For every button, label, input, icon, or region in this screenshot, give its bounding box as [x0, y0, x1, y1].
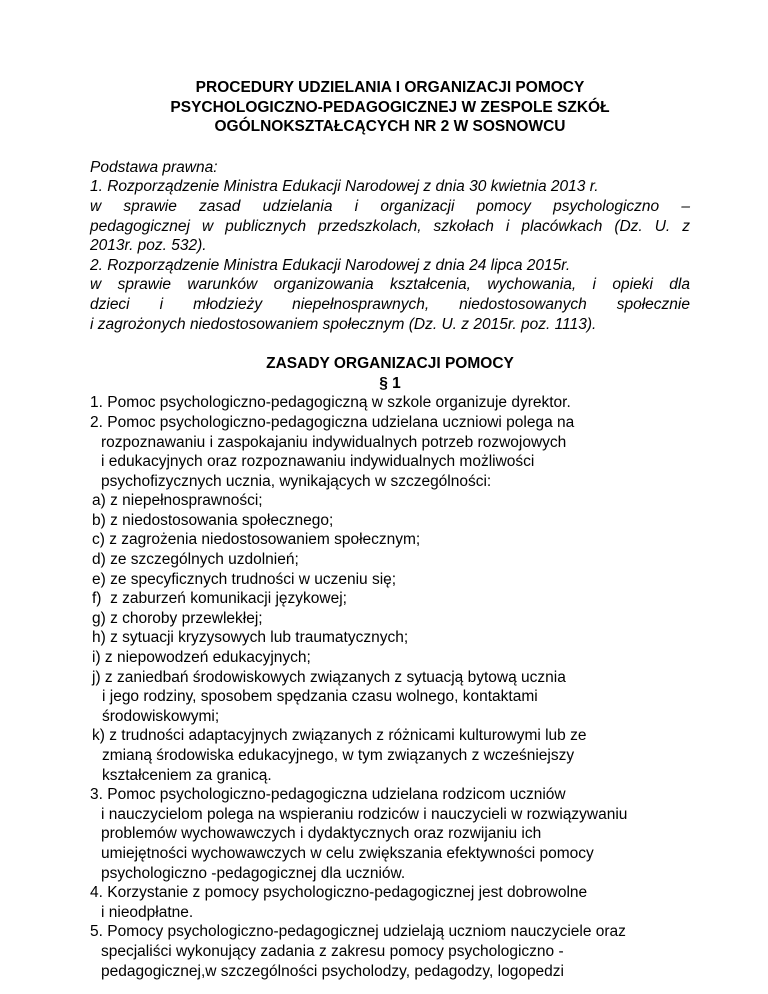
document-page [90, 78, 690, 981]
body-line: kształceniem za granicą. [102, 766, 272, 784]
body-line: e) ze specyficznych trudności w uczeniu się; [92, 570, 397, 588]
paragraph-mark: § 1 [379, 374, 401, 392]
title-line: OGÓLNOKSZTAŁCĄCYCH NR 2 W SOSNOWCU [214, 118, 566, 136]
section-title: ZASADY ORGANIZACJI POMOCY [266, 355, 514, 373]
legal-basis-line: 2013r. poz. 532). [90, 237, 207, 255]
body-line: h) z sytuacji kryzysowych lub traumatycznych; [92, 629, 409, 647]
body-line: c) z zagrożenia niedostosowaniem społecznym; [92, 531, 421, 549]
legal-basis-line: w sprawie warunków organizowania kształcenia, wychowania, i opieki dla [90, 276, 690, 294]
legal-basis-line: w sprawie zasad udzielania i organizacji pomocy psychologiczno – [90, 197, 690, 215]
body-line: zmianą środowiska edukacyjnego, w tym związanych z wcześniejszy [102, 747, 575, 764]
body-line: środowiskowymi; [102, 707, 220, 725]
title-line: PSYCHOLOGICZNO-PEDAGOGICZNEJ W ZESPOLE SZKÓŁ [170, 98, 610, 116]
body-line: 3. Pomoc psychologiczno-pedagogiczna udzielana rodzicom uczniów [90, 786, 566, 804]
body-line: f) z zaburzeń komunikacji językowej; [92, 590, 347, 608]
title-line: PROCEDURY UDZIELANIA I ORGANIZACJI POMOCY [195, 79, 585, 96]
legal-basis-line: 2. Rozporządzenie Ministra Edukacji Narodowej z dnia 24 lipca 2015r. [90, 256, 571, 274]
legal-basis-line: 1. Rozporządzenie Ministra Edukacji Narodowej z dnia 30 kwietnia 2013 r. [90, 178, 599, 196]
body-line: 2. Pomoc psychologiczno-pedagogiczna udzielana uczniowi polega na [90, 413, 575, 431]
body-line: a) z niepełnosprawności; [92, 492, 263, 510]
body-line: pedagogicznej,w szczególności psycholodzy, pedagodzy, logopedzi [101, 962, 564, 980]
body-line: k) z trudności adaptacyjnych związanych z różnicami kulturowymi lub ze [92, 727, 587, 745]
body-line: i edukacyjnych oraz rozpoznawaniu indywidualnych możliwości [101, 453, 535, 471]
body-line: specjaliści wykonujący zadania z zakresu pomocy psychologiczno - [101, 942, 564, 960]
body-line: psychologiczno -pedagogicznej dla uczniów. [101, 864, 406, 882]
body-line: umiejętności wychowawczych w celu zwiększania efektywności pomocy [101, 844, 594, 862]
body-line: 1. Pomoc psychologiczno-pedagogiczną w szkole organizuje dyrektor. [90, 394, 571, 412]
legal-basis-heading: Podstawa prawna: [90, 158, 218, 176]
legal-basis [90, 158, 690, 334]
body-line: i nauczycielom polega na wspieraniu rodziców i nauczycieli w rozwiązywaniu [101, 805, 628, 823]
body-line: j) z zaniedbań środowiskowych związanych z sytuacją bytową ucznia [92, 668, 566, 686]
body-line: rozpoznawaniu i zaspokajaniu indywidualnych potrzeb rozwojowych [101, 433, 567, 451]
legal-basis-line: dzieci i młodzieży niepełnosprawnych, niedostosowanych społecznie [90, 295, 690, 313]
body-text [90, 393, 690, 981]
body-line: d) ze szczególnych uzdolnień; [92, 551, 299, 569]
body-line: i nieodpłatne. [101, 903, 194, 921]
legal-basis-line: pedagogicznej w publicznych przedszkolach, szkołach i placówkach (Dz. U. z [90, 217, 690, 235]
body-line: b) z niedostosowania społecznego; [92, 511, 334, 529]
body-line: problemów wychowawczych i dydaktycznych oraz rozwijaniu ich [101, 825, 542, 843]
body-line: i) z niepowodzeń edukacyjnych; [92, 649, 311, 667]
body-line: psychofizycznych ucznia, wynikających w szczególności: [101, 472, 492, 490]
body-line: 4. Korzystanie z pomocy psychologiczno-pedagogicznej jest dobrowolne [90, 884, 588, 902]
body-line: i jego rodziny, sposobem spędzania czasu wolnego, kontaktami [102, 688, 538, 706]
document-title [90, 78, 690, 137]
body-line: g) z choroby przewlekłej; [92, 609, 263, 627]
legal-basis-line: i zagrożonych niedostosowaniem społecznym (Dz. U. z 2015r. poz. 1113). [90, 315, 597, 333]
body-line: 5. Pomocy psychologiczno-pedagogicznej udzielają uczniom nauczyciele oraz [90, 923, 626, 941]
